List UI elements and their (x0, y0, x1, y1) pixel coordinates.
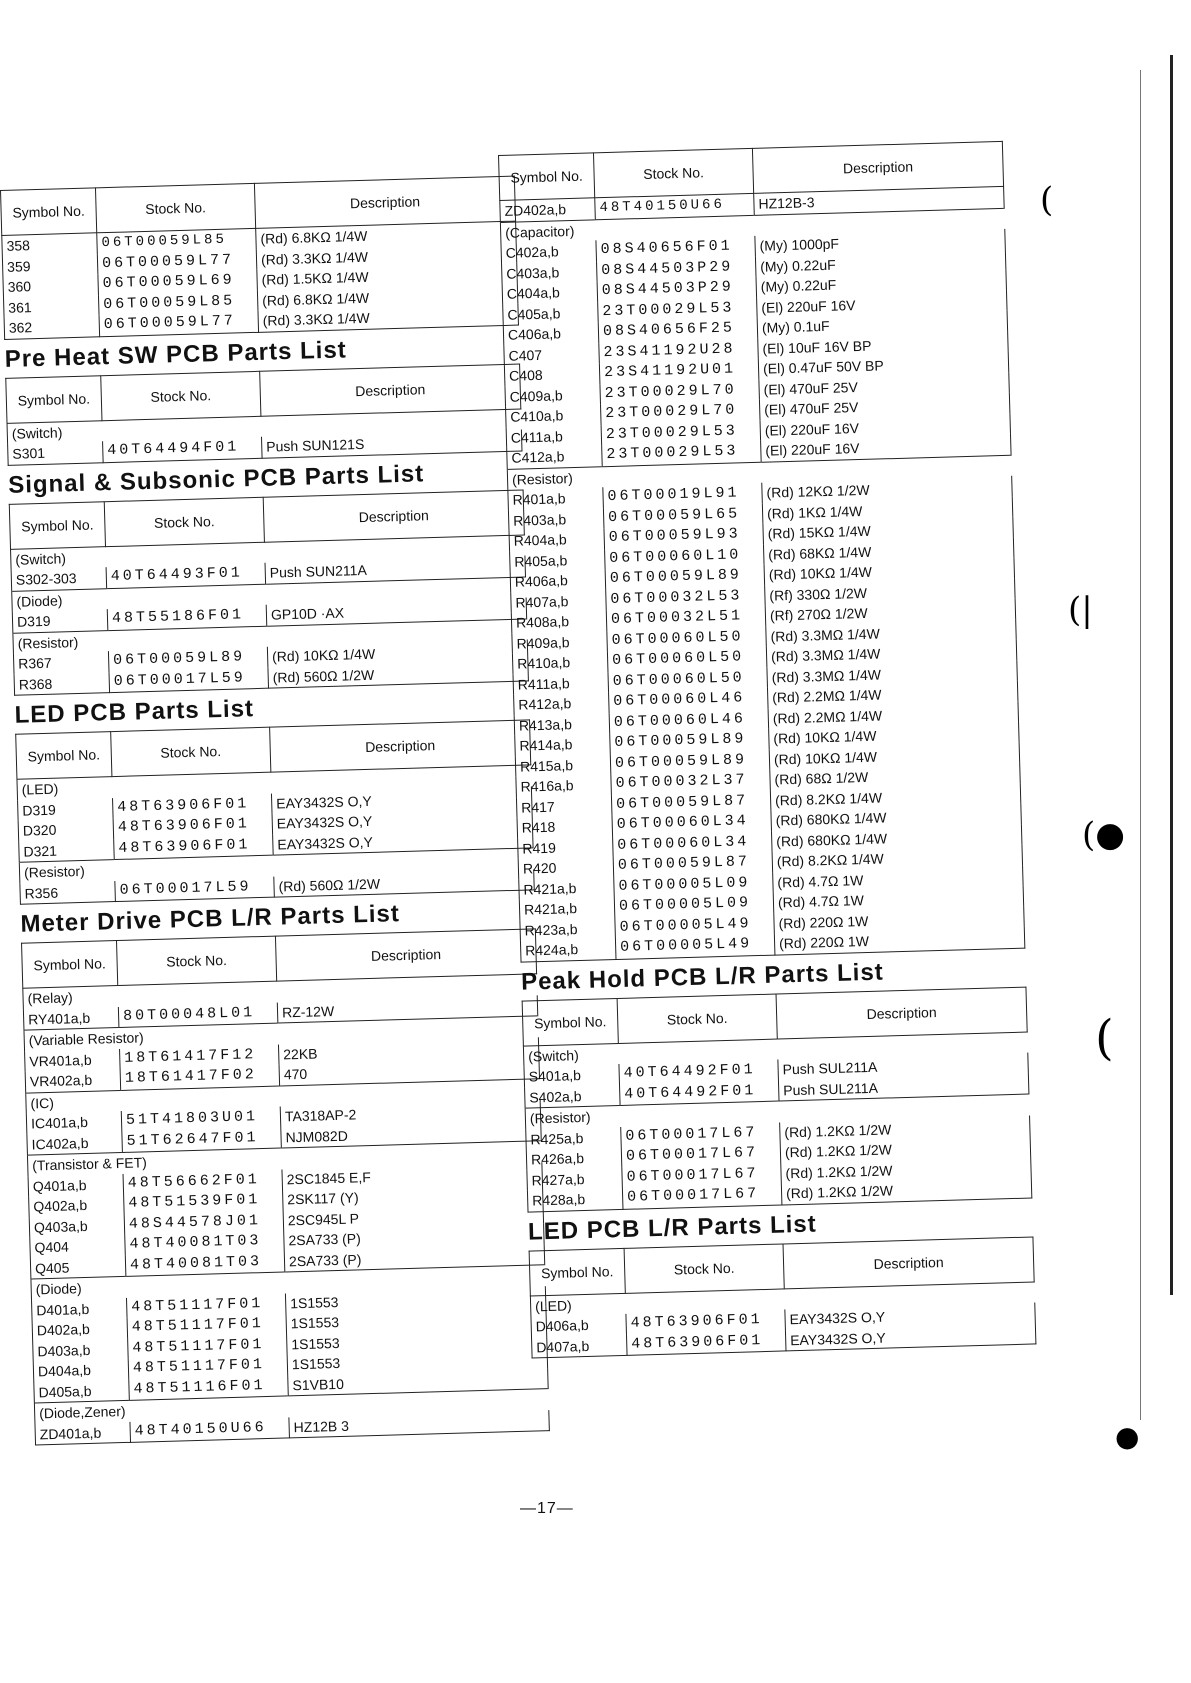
description-cell: (Rd) 4.7Ω 1W (773, 865, 1023, 892)
header-description: Description (752, 141, 1003, 193)
parts-section (4, 331, 522, 465)
parts-table (529, 1236, 1037, 1359)
description-cell: Push SUL211A (778, 1073, 1028, 1101)
stock-cell: 06T00005L09 (614, 872, 774, 897)
symbol-cell: S302-303 (11, 567, 107, 591)
description-cell: (Rd) 3.3MΩ 1/4W (766, 640, 1016, 667)
description-cell: 1S1553 (286, 1306, 546, 1334)
symbol-cell: RY401a,b (23, 1007, 119, 1031)
description-cell: (Rd) 10KΩ 1/4W (769, 722, 1019, 749)
symbol-cell: R409a,b (512, 631, 608, 654)
description-cell: (Rf) 330Ω 1/2W (765, 578, 1015, 605)
stock-cell: 06T00059L89 (108, 647, 268, 672)
description-cell: NJM082D (281, 1120, 541, 1148)
stock-cell: 23S41192U28 (599, 338, 759, 363)
symbol-cell: D406a,b (531, 1314, 627, 1337)
stock-cell: 08S44503P29 (596, 256, 756, 281)
stock-cell: 48T51117F01 (126, 1293, 286, 1318)
symbol-cell: R356 (20, 881, 116, 905)
stock-cell: 23S41192U01 (599, 359, 759, 384)
symbol-cell: C407 (504, 343, 600, 366)
symbol-cell: 359 (2, 254, 98, 277)
description-cell: 2SC945L P (283, 1203, 543, 1231)
symbol-cell: D404a,b (33, 1359, 129, 1382)
symbol-cell: IC402a,b (27, 1131, 123, 1155)
stock-cell: 06T00019L91 (603, 483, 763, 508)
description-cell: HZ12B 3 (289, 1410, 549, 1438)
binder-mark-icon: (● (1082, 815, 1125, 855)
description-cell: (Rd) 560Ω 1/2W (268, 660, 528, 688)
description-cell: (Rd) 1.5KΩ 1/4W (257, 263, 517, 291)
group-label: (Resistor) (19, 848, 533, 883)
symbol-cell: R411a,b (513, 672, 609, 695)
description-cell: (My) 0.22uF (756, 270, 1006, 297)
description-cell: EAY3432S O,Y (271, 786, 531, 814)
binder-mark-icon: ( (1095, 1010, 1114, 1066)
description-cell: EAY3432S O,Y (273, 827, 533, 855)
symbol-cell: R425a,b (526, 1126, 622, 1149)
description-cell: (El) 220uF 16V (760, 413, 1010, 440)
stock-cell: 23T00029L53 (601, 420, 761, 445)
stock-cell: 48T51116F01 (129, 1375, 289, 1400)
stock-cell: 48T51539F01 (124, 1190, 284, 1215)
symbol-cell: R419 (518, 836, 614, 859)
stock-cell: 06T00005L49 (615, 913, 775, 938)
symbol-cell: Q402a,b (29, 1194, 125, 1217)
section-title: Peak Hold PCB L/R Parts List (520, 958, 885, 996)
symbol-cell: R424a,b (520, 938, 616, 962)
stock-cell: 48T63906F01 (114, 834, 274, 859)
header-stock: Stock No. (101, 371, 261, 420)
binder-mark-icon: ● (1115, 1420, 1140, 1453)
header-stock: Stock No. (95, 183, 255, 232)
stock-cell: 48T56662F01 (123, 1169, 283, 1194)
header-stock: Stock No. (617, 994, 777, 1043)
group-label: (Transistor & FET) (27, 1141, 541, 1176)
description-cell: 2SC1845 E,F (282, 1162, 542, 1190)
symbol-cell: ZD402a,b (500, 198, 596, 222)
stock-cell: 06T00059L65 (603, 503, 763, 528)
symbol-cell: R407a,b (511, 590, 607, 613)
description-cell: EAY3432S O,Y (272, 806, 532, 834)
description-cell: (Rd) 3.3KΩ 1/4W (256, 242, 516, 270)
description-cell: 2SA733 (P) (284, 1223, 544, 1251)
stock-cell: 48T51117F01 (128, 1334, 288, 1359)
symbol-cell: S402a,b (525, 1084, 621, 1108)
parts-section (14, 687, 534, 904)
header-symbol: Symbol No. (22, 941, 118, 989)
description-cell: (Rd) 2.2MΩ 1/4W (768, 701, 1018, 728)
header-stock: Stock No. (624, 1243, 784, 1292)
stock-cell: 06T00032L51 (606, 606, 766, 631)
symbol-cell: D319 (12, 609, 108, 633)
description-cell: (Rd) 680KΩ 1/4W (771, 824, 1021, 851)
description-cell: (Rd) 8.2KΩ 1/4W (770, 783, 1020, 810)
symbol-cell: R426a,b (526, 1147, 622, 1170)
description-cell: (El) 470uF 25V (759, 372, 1009, 399)
symbol-cell: R415a,b (515, 754, 611, 777)
description-cell: Push SUN211A (265, 555, 525, 583)
symbol-cell: R412a,b (514, 692, 610, 715)
group-label: (LED) (530, 1281, 1034, 1316)
description-cell: (Rd) 15KΩ 1/4W (763, 517, 1013, 544)
description-cell: (Rd) 3.3MΩ 1/4W (767, 660, 1017, 687)
symbol-cell: R410a,b (512, 651, 608, 674)
parts-section (8, 457, 529, 696)
group-label: (LED) (17, 765, 531, 800)
stock-cell: 18T61417F12 (120, 1044, 280, 1069)
parts-section (528, 1204, 1037, 1359)
parts-table (21, 928, 550, 1445)
stock-cell: 06T00060L50 (607, 647, 767, 672)
stock-cell: 06T00060L10 (605, 544, 765, 569)
group-label: (Resistor) (13, 618, 527, 653)
symbol-cell: 361 (4, 295, 100, 318)
symbol-cell: D403a,b (33, 1338, 129, 1361)
parts-table (9, 489, 529, 696)
page-number: —17— (520, 1500, 574, 1517)
stock-cell: 06T00059L85 (97, 228, 257, 253)
symbol-cell: C406a,b (503, 322, 599, 345)
stock-cell: 48T51117F01 (128, 1354, 288, 1379)
symbol-cell: R405a,b (510, 549, 606, 572)
header-stock: Stock No. (111, 727, 271, 776)
description-cell: (Rd) 12KΩ 1/2W (762, 476, 1012, 503)
stock-cell: 06T00059L69 (98, 270, 258, 295)
description-cell: (El) 220uF 16V (757, 290, 1007, 317)
stock-cell: 06T00005L49 (615, 934, 775, 959)
stock-cell: 48T55186F01 (107, 605, 267, 630)
stock-cell: 06T00017L67 (621, 1143, 781, 1168)
parts-table (15, 719, 535, 904)
stock-cell: 80T00048L01 (118, 1002, 278, 1027)
section-title: Signal & Subsonic PCB Parts List (7, 459, 425, 499)
stock-cell: 08S40656F25 (598, 318, 758, 343)
stock-cell: 48T63906F01 (626, 1309, 786, 1334)
parts-table (5, 363, 522, 465)
description-cell: (El) 470uF 25V (759, 393, 1009, 420)
description-cell: 2SA733 (P) (284, 1244, 544, 1272)
description-cell: 1S1553 (287, 1327, 547, 1355)
description-cell: (Rd) 68Ω 1/2W (770, 763, 1020, 790)
description-cell: (Rd) 8.2KΩ 1/4W (772, 845, 1022, 872)
parts-table (522, 986, 1033, 1212)
header-symbol: Symbol No. (1, 188, 97, 236)
group-label: (Variable Resistor) (24, 1016, 538, 1051)
stock-cell: 40T64494F01 (103, 437, 263, 462)
symbol-cell: R421a,b (519, 897, 615, 920)
stock-cell: 06T00060L34 (612, 811, 772, 836)
binder-mark-icon: ( (1040, 180, 1054, 220)
symbol-cell: VR402a,b (25, 1069, 121, 1093)
symbol-cell: S401a,b (524, 1064, 620, 1087)
symbol-cell: R427a,b (527, 1167, 623, 1190)
description-cell: 470 (279, 1057, 539, 1085)
description-cell: (My) 0.1uF (757, 311, 1007, 338)
group-label: (Switch) (7, 409, 521, 444)
stock-cell: 06T00059L85 (98, 290, 258, 315)
description-cell: (Rf) 270Ω 1/2W (765, 599, 1015, 626)
description-cell: (Rd) 1.2KΩ 1/2W (781, 1156, 1031, 1183)
symbol-cell: S301 (8, 441, 104, 465)
symbol-cell: Q401a,b (28, 1173, 124, 1196)
stock-cell: 06T00017L67 (622, 1163, 782, 1188)
stock-cell: 06T00059L89 (605, 565, 765, 590)
description-cell: 22KB (278, 1037, 538, 1065)
group-label: (IC) (26, 1078, 540, 1113)
stock-cell: 48T40081T03 (125, 1230, 285, 1255)
symbol-cell: 360 (3, 274, 99, 297)
group-label: (Diode,Zener) (34, 1389, 548, 1424)
group-label: (Switch) (523, 1032, 1027, 1067)
group-label: (Switch) (11, 534, 525, 569)
description-cell: (El) 10uF 16V BP (758, 331, 1008, 358)
symbol-cell: D321 (19, 839, 115, 863)
stock-cell: 51T41803U01 (121, 1107, 281, 1132)
description-cell: (Rd) 1.2KΩ 1/2W (780, 1115, 1030, 1142)
description-cell: TA318AP-2 (280, 1099, 540, 1127)
description-cell: (Rd) 560Ω 1/2W (274, 869, 534, 897)
parts-table (498, 141, 1025, 962)
group-label: (Capacitor) (500, 208, 1004, 243)
group-label: (Relay) (23, 974, 537, 1009)
symbol-cell: ZD401a,b (35, 1421, 131, 1445)
description-cell: GP10D ·AX (266, 597, 526, 625)
parts-section (20, 896, 550, 1445)
description-cell: (Rd) 3.3KΩ 1/4W (258, 304, 518, 332)
symbol-cell: 358 (2, 233, 98, 257)
group-label: (Resistor) (507, 455, 1011, 490)
symbol-cell: R401a,b (508, 487, 604, 510)
stock-cell: 06T00017L59 (109, 667, 269, 692)
page-edge-line (1140, 70, 1141, 1420)
parts-table (0, 176, 519, 340)
symbol-cell: D319 (18, 798, 114, 821)
header-symbol: Symbol No. (9, 501, 105, 549)
header-description: Description (254, 176, 515, 228)
stock-cell: 23T00029L53 (602, 441, 762, 466)
symbol-cell: C402a,b (501, 240, 597, 263)
symbol-cell: R416a,b (516, 774, 612, 797)
stock-cell: 06T00060L50 (608, 667, 768, 692)
symbol-cell: R404a,b (509, 528, 605, 551)
description-cell: HZ12B-3 (754, 186, 1005, 214)
stock-cell: 40T64492F01 (619, 1060, 779, 1085)
stock-cell: 06T00032L53 (606, 585, 766, 610)
header-symbol: Symbol No. (522, 998, 618, 1046)
header-symbol: Symbol No. (529, 1248, 625, 1296)
stock-cell: 06T00060L34 (613, 831, 773, 856)
symbol-cell: D402a,b (32, 1318, 128, 1341)
description-cell: (Rd) 1.2KΩ 1/2W (780, 1136, 1030, 1163)
symbol-cell: R368 (14, 672, 110, 696)
symbol-cell: R418 (517, 815, 613, 838)
header-description: Description (270, 720, 531, 772)
symbol-cell: R413a,b (514, 713, 610, 736)
description-cell: RZ-12W (277, 995, 537, 1023)
description-cell: (El) 0.47uF 50V BP (758, 352, 1008, 379)
stock-cell: 48S44578J01 (124, 1210, 284, 1235)
stock-cell: 48T40150U66 (595, 193, 755, 219)
stock-cell: 23T00029L53 (598, 297, 758, 322)
symbol-cell: D320 (18, 818, 114, 841)
stock-cell: 06T00017L59 (115, 876, 275, 901)
stock-cell: 48T40150U66 (130, 1417, 290, 1442)
stock-cell: 06T00059L77 (99, 311, 259, 336)
stock-cell: 06T00059L87 (613, 852, 773, 877)
right-column (498, 141, 1036, 1359)
description-cell: 1S1553 (285, 1286, 545, 1314)
binder-mark-icon: (| (1068, 590, 1093, 630)
description-cell: (My) 1000pF (755, 229, 1005, 256)
stock-cell: 08S40656F01 (596, 236, 756, 261)
stock-cell: 40T64493F01 (106, 563, 266, 588)
parts-section (498, 141, 1025, 962)
symbol-cell: C404a,b (502, 281, 598, 304)
stock-cell: 06T00005L09 (614, 893, 774, 918)
stock-cell: 06T00059L89 (610, 729, 770, 754)
stock-cell: 06T00017L67 (621, 1122, 781, 1147)
stock-cell: 48T63906F01 (113, 793, 273, 818)
description-cell: 1S1553 (287, 1347, 547, 1375)
section-title: LED PCB Parts List (14, 695, 255, 729)
symbol-cell: R408a,b (511, 610, 607, 633)
group-label: (Resistor) (525, 1094, 1029, 1129)
symbol-cell: R423a,b (520, 918, 616, 941)
parts-section (0, 176, 519, 340)
stock-cell: 48T40081T03 (125, 1251, 285, 1276)
symbol-cell: R367 (13, 651, 109, 674)
description-cell: (Rd) 220Ω 1W (774, 927, 1024, 955)
symbol-cell: R406a,b (510, 569, 606, 592)
stock-cell: 08S44503P29 (597, 277, 757, 302)
description-cell: (Rd) 2.2MΩ 1/4W (767, 681, 1017, 708)
symbol-cell: R428a,b (527, 1188, 623, 1212)
symbol-cell: D407a,b (532, 1334, 628, 1358)
description-cell: Push SUL211A (778, 1053, 1028, 1080)
symbol-cell: R421a,b (519, 877, 615, 900)
stock-cell: 18T61417F02 (120, 1065, 280, 1090)
description-cell: (Rd) 1KΩ 1/4W (762, 496, 1012, 523)
stock-cell: 23T00029L70 (600, 400, 760, 425)
description-cell: (Rd) 220Ω 1W (774, 906, 1024, 933)
symbol-cell: R414a,b (515, 733, 611, 756)
symbol-cell: C409a,b (505, 384, 601, 407)
description-cell: (Rd) 10KΩ 1/4W (769, 742, 1019, 769)
symbol-cell: C405a,b (503, 302, 599, 325)
header-description: Description (260, 364, 521, 416)
symbol-cell: R417 (516, 795, 612, 818)
header-stock: Stock No. (593, 148, 753, 197)
section-title: Meter Drive PCB L/R Parts List (20, 900, 401, 938)
stock-cell: 06T00059L89 (610, 749, 770, 774)
stock-cell: 06T00060L46 (609, 708, 769, 733)
stock-cell: 06T00032L37 (611, 770, 771, 795)
description-cell: S1VB10 (288, 1368, 548, 1396)
stock-cell: 06T00017L67 (622, 1183, 782, 1208)
description-cell: (Rd) 680KΩ 1/4W (771, 804, 1021, 831)
header-stock: Stock No. (117, 936, 277, 985)
header-description: Description (783, 1236, 1034, 1288)
symbol-cell: C412a,b (507, 445, 603, 469)
section-title: LED PCB L/R Parts List (527, 1210, 818, 1246)
header-symbol: Symbol No. (499, 153, 595, 201)
header-description: Description (776, 987, 1027, 1039)
description-cell: (My) 0.22uF (755, 249, 1005, 276)
description-cell: (Rd) 1.2KΩ 1/2W (781, 1177, 1031, 1205)
stock-cell: 06T00059L87 (611, 790, 771, 815)
stock-cell: 06T00059L77 (97, 249, 257, 274)
symbol-cell: D401a,b (32, 1297, 128, 1320)
symbol-cell: C410a,b (506, 404, 602, 427)
header-stock: Stock No. (104, 497, 264, 546)
symbol-cell: R420 (518, 856, 614, 879)
symbol-cell: IC401a,b (26, 1111, 122, 1134)
symbol-cell: Q404 (30, 1235, 126, 1258)
header-symbol: Symbol No. (6, 375, 102, 423)
symbol-cell: R403a,b (508, 508, 604, 531)
symbol-cell: 362 (4, 315, 100, 339)
description-cell: (El) 220uF 16V (761, 434, 1011, 462)
group-label: (Diode) (31, 1265, 545, 1300)
description-cell: (Rd) 6.8KΩ 1/4W (256, 221, 516, 249)
section-title: Pre Heat SW PCB Parts List (4, 335, 348, 373)
header-description: Description (275, 929, 536, 981)
symbol-cell: Q403a,b (29, 1214, 125, 1237)
stock-cell: 48T63906F01 (626, 1330, 786, 1355)
group-label: (Diode) (12, 576, 526, 611)
symbol-cell: C411a,b (506, 425, 602, 448)
parts-section (521, 954, 1033, 1212)
header-description: Description (263, 490, 524, 542)
symbol-cell: Q405 (30, 1255, 126, 1279)
stock-cell: 40T64492F01 (619, 1080, 779, 1105)
header-symbol: Symbol No. (16, 732, 112, 780)
stock-cell: 51T62647F01 (122, 1127, 282, 1152)
description-cell: (Rd) 10KΩ 1/4W (267, 639, 527, 667)
description-cell: 2SK117 (Y) (283, 1182, 543, 1210)
stock-cell: 23T00029L70 (600, 379, 760, 404)
description-cell: (Rd) 68KΩ 1/4W (763, 537, 1013, 564)
page-edge-line (1170, 55, 1173, 1295)
symbol-cell: C408 (504, 363, 600, 386)
stock-cell: 06T00060L50 (607, 626, 767, 651)
left-column (0, 176, 550, 1446)
description-cell: (Rd) 6.8KΩ 1/4W (257, 283, 517, 311)
description-cell: Push SUN121S (261, 430, 521, 458)
symbol-cell: VR401a,b (25, 1048, 121, 1071)
stock-cell: 48T51117F01 (127, 1313, 287, 1338)
description-cell: (Rd) 4.7Ω 1W (773, 886, 1023, 913)
stock-cell: 48T63906F01 (113, 814, 273, 839)
description-cell: (Rd) 3.3MΩ 1/4W (766, 619, 1016, 646)
description-cell: EAY3432S O,Y (785, 1302, 1035, 1329)
stock-cell: 06T00060L46 (609, 688, 769, 713)
description-cell: EAY3432S O,Y (785, 1323, 1035, 1351)
symbol-cell: D405a,b (34, 1379, 130, 1403)
description-cell: (Rd) 10KΩ 1/4W (764, 558, 1014, 585)
symbol-cell: C403a,b (502, 261, 598, 284)
stock-cell: 06T00059L93 (604, 524, 764, 549)
